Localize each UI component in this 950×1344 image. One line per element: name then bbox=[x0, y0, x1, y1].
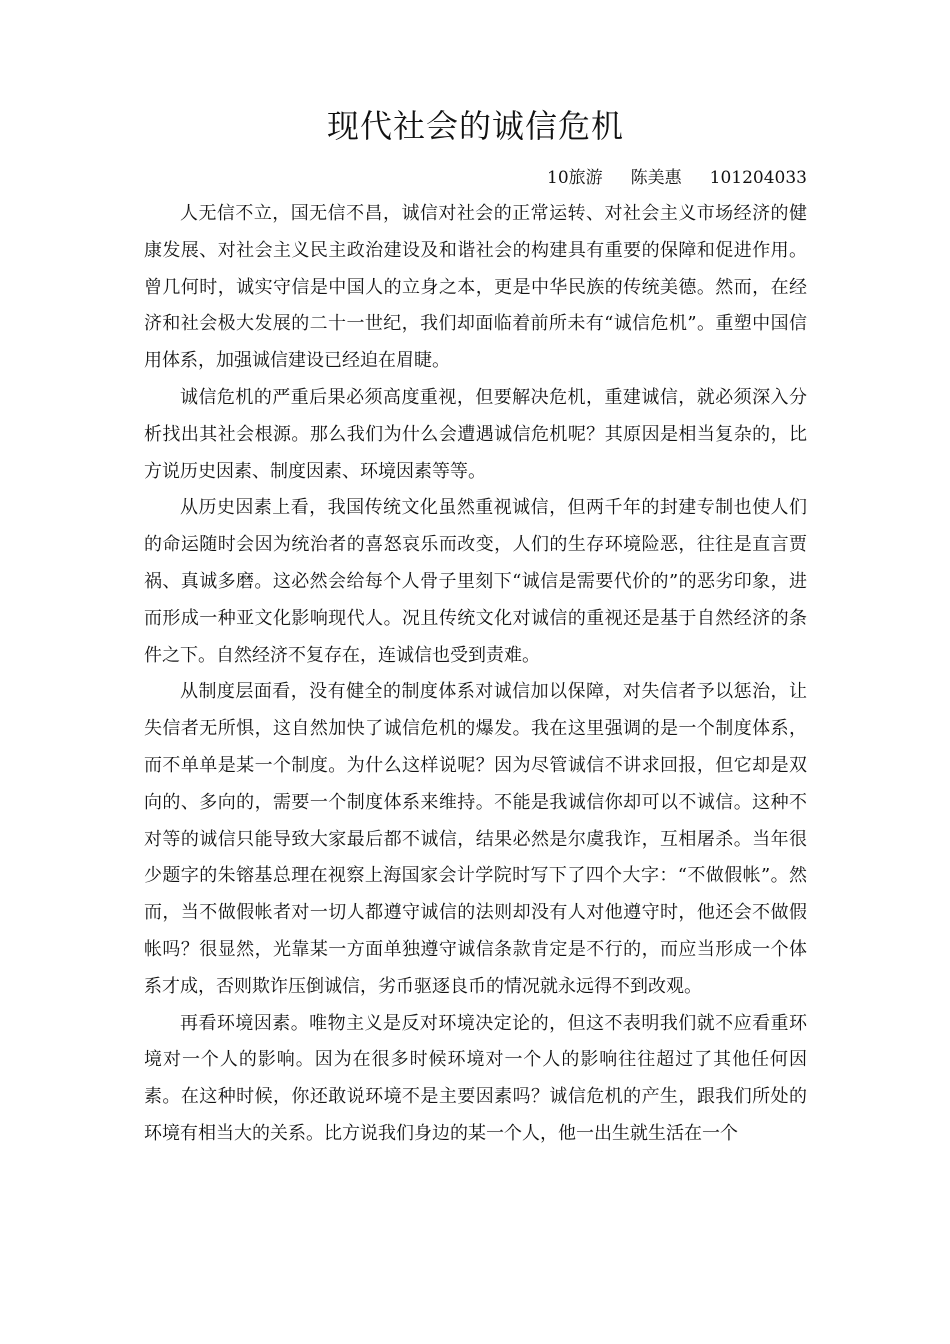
paragraph-history: 从历史因素上看，我国传统文化虽然重视诚信，但两千年的封建专制也使人们的命运随时会因为统治者的喜怒哀乐而改变，人们的生存环境险恶，往往是直言贾祸、真诚多磨。这必然会给每个人骨子里刻下“诚信是需要代价的”的恶劣印象，进而形成一种亚文化影响现代人。况且传统文化对诚信的重视还是基于自然经济的条件之下。自然经济不复存在，连诚信也受到责难。 bbox=[144, 497, 807, 666]
paragraph-environment: 再看环境因素。唯物主义是反对环境决定论的，但这不表明我们就不应看重环境对一个人的影响。因为在很多时候环境对一个人的影响往往超过了其他任何因素。在这种时候，你还敢说环境不是主要因素吗？诚信危机的产生，跟我们所处的环境有相当大的关系。比方说我们身边的某一个人，他一出生就生活在一个 bbox=[144, 1012, 807, 1144]
paragraph-intro: 人无信不立，国无信不昌，诚信对社会的正常运转、对社会主义市场经济的健康发展、对社会主义民主政治建设及和谐社会的构建具有重要的保障和促进作用。曾几何时，诚实守信是中国人的立身之本，更是中华民族的传统美德。然而，在经济和社会极大发展的二十一世纪，我们却面临着前所未有“诚信危机”。重塑中国信用体系，加强诚信建设已经迫在眉睫。 bbox=[144, 203, 807, 372]
document-title: 现代社会的诚信危机 bbox=[326, 107, 624, 145]
document-page bbox=[144, 96, 807, 1153]
paragraph-institution: 从制度层面看，没有健全的制度体系对诚信加以保障，对失信者予以惩治，让失信者无所惧，这自然加快了诚信危机的爆发。我在这里强调的是一个制度体系，而不单单是某一个制度。为什么这样说呢？因为尽管诚信不讲求回报，但它却是双向的、多向的，需要一个制度体系来维持。不能是我诚信你却可以不诚信。这种不对等的诚信只能导致大家最后都不诚信，结果必然是尔虞我诈，互相屠杀。当年很少题字的朱镕基总理在视察上海国家会计学院时写下了四个大字：“不做假帐”。然而，当不做假帐者对一切人都遵守诚信的法则却没有人对他遵守时，他还会不做假帐吗？很显然，光靠某一方面单独遵守诚信条款肯定是不行的，而应当形成一个体系才成，否则欺诈压倒诚信，劣币驱逐良币的情况就永远得不到改观。 bbox=[144, 681, 807, 997]
byline-class: 10旅游 bbox=[547, 168, 603, 188]
paragraph-causes: 诚信危机的严重后果必须高度重视，但要解决危机，重建诚信，就必须深入分析找出其社会根源。那么我们为什么会遭遇诚信危机呢？其原因是相当复杂的，比方说历史因素、制度因素、环境因素等等。 bbox=[144, 386, 807, 482]
byline-author: 陈美惠 bbox=[630, 168, 682, 188]
author-byline bbox=[144, 164, 807, 192]
byline-student-id: 101204033 bbox=[709, 168, 807, 188]
